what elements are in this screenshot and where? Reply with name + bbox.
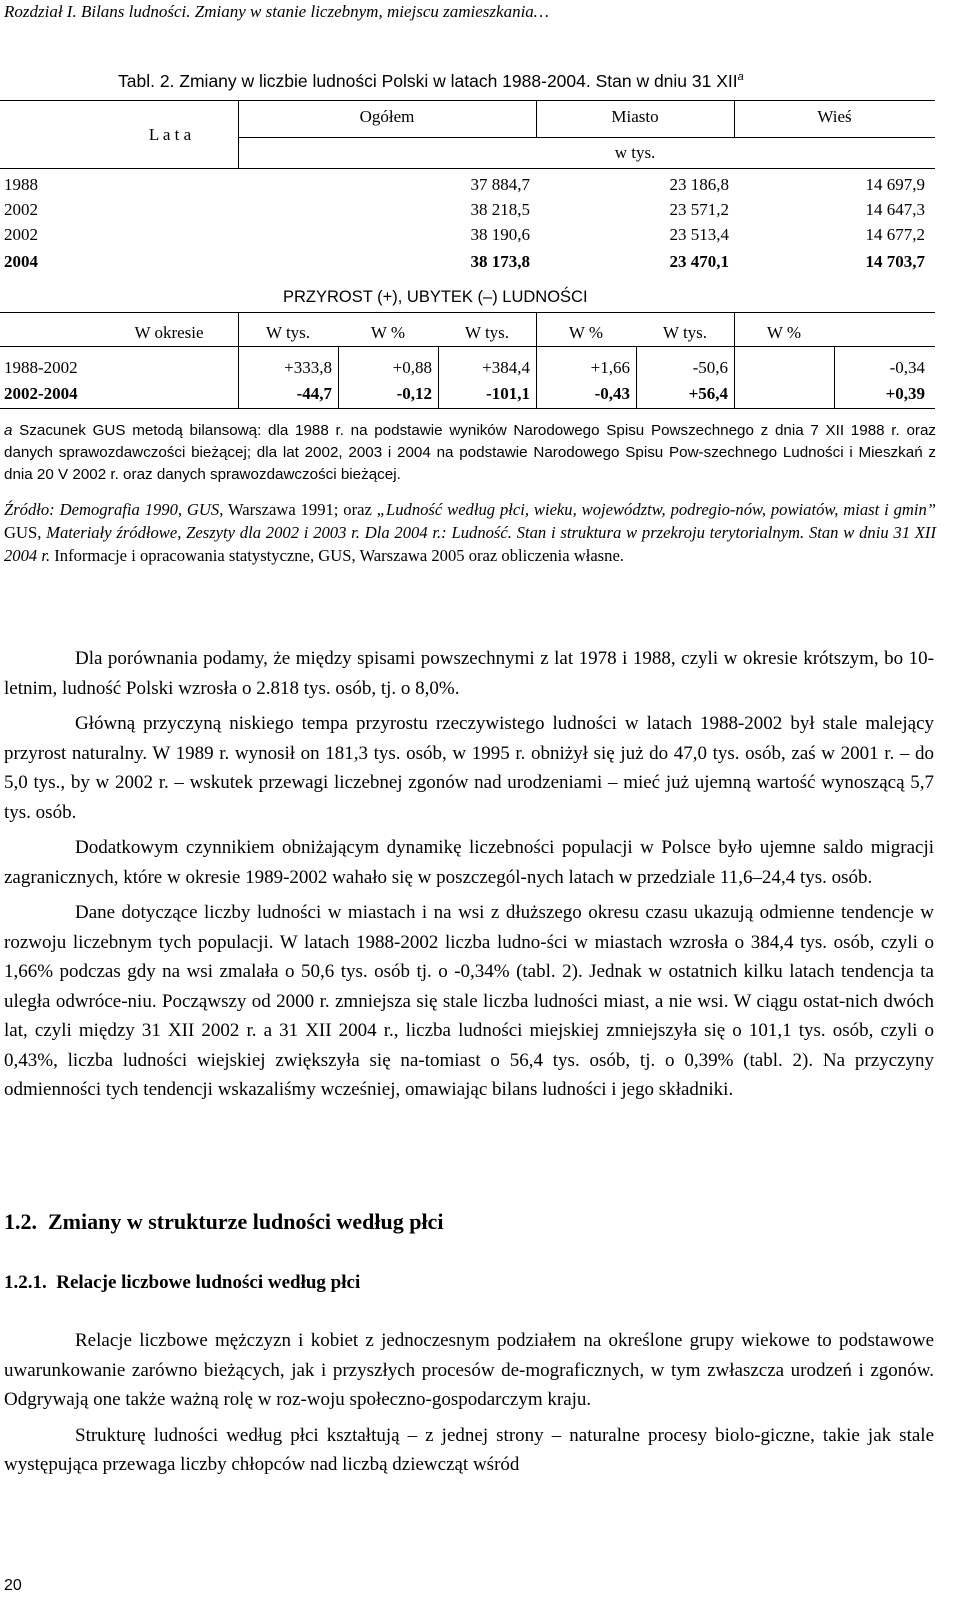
source-part-6: Informacje i opracowania statystyczne, GUS, Warszawa 2005 oraz obliczenia własne. [50, 546, 624, 565]
source-part-4: GUS, [4, 523, 47, 542]
paragraph: Strukturę ludności według płci kształtują – z jednej strony – naturalne procesy biolo-giczne, takie jak stale występująca przewaga liczby chłopców nad liczbą dziewcząt wśród [4, 1424, 934, 1475]
subhead-miasto-tys: W tys. [464, 323, 510, 342]
table-rule-subhead [0, 346, 935, 347]
table-source [4, 498, 936, 567]
table-rule-bottom [0, 408, 935, 409]
row-wies: 14 703,7 [865, 252, 925, 271]
data-table [0, 100, 960, 410]
paragraph: Dla porównania podamy, że między spisami powszechnymi z lat 1978 i 1988, czyli w okresie krótszym, bo 10-letnim, ludność Polski wzrosła o 2.818 tys. osób, tj. o 8,0%. [4, 648, 934, 699]
paragraph: Dane dotyczące liczby ludności w miastach i na wsi z dłuższego okresu czasu ukazują odmienne tendencje w rozwoju liczebnym tych populacji. W latach 1988-2002 liczba ludno-ści w miastach wzrosła o 384,4 tys. osób, czyli o 1,66% podczas gdy na wsi zmalała o 50,6 tys. osób tj. o -0,34% (tabl. 2). Jednak w ostatnich kilku latach tendencja ta uległa odwróce-niu. Począwszy od 2000 r. zmniejsza się stale liczba ludności miast, a nie wsi. W ciągu ostat-nich dwóch lat, czyli między 31 XII 2002 r. a 31 XII 2004 r., liczba ludności miejskiej zmniejszyła się o 101,1 tys. osób, czyli o 0,43%, liczba ludności wiejskiej zwiększyła się na-tomiast o 56,4 tys. osób, tj. o 0,39% (tabl. 2). Na przyczyny odmienności tych tendencji wskazaliśmy wcześniej, omawiając bilans ludności i jego składniki. [4, 902, 934, 1100]
source-part-5: Materiały źródłowe, Zeszyty dla 2002 i 2003 r. Dla 2004 r.: Ludność. Stan i struktura w przekroju terytorialnym. Stan w dniu 31 XII 2004 r. [4, 523, 936, 565]
row-wies: 14 677,2 [865, 225, 925, 244]
row-ogolem: 38 218,5 [470, 200, 530, 219]
body-section-2 [4, 1326, 934, 1480]
table-rule-section [0, 312, 935, 313]
row-value: +384,4 [482, 358, 530, 377]
row-value: +0,88 [392, 358, 432, 377]
source-part-3: „Ludność według płci, wieku, województw, podregio-nów, powiatów, miast i gmin” [376, 500, 937, 519]
row-wies: 14 647,3 [865, 200, 925, 219]
table-footnote [4, 420, 936, 486]
paragraph: Główną przyczyną niskiego tempa przyrostu rzeczywistego ludności w latach 1988-2002 był stale malejący przyrost naturalny. W 1989 r. wynosił on 181,3 tys. osób, w 1995 r. obniżył się już do 47,0 tys. osób, zaś w 2001 r. – do 5,0 tys., by w 2002 r. – wskutek przewagi liczebnej zgonów nad urodzeniami – mieć już ujemną wartość wynoszącą 5,7 tys. osób. [4, 713, 934, 823]
table-rule-top [0, 100, 935, 101]
row-value: -0,12 [396, 384, 432, 403]
subhead-wies-tys: W tys. [662, 323, 708, 342]
row-period: 2002-2004 [4, 384, 78, 403]
col-header-miasto: Miasto [611, 107, 659, 126]
col-header-wies: Wieś [817, 107, 852, 126]
row-year: 2004 [4, 252, 38, 271]
row-miasto: 23 513,4 [669, 225, 729, 244]
unit-label: w tys. [614, 143, 656, 162]
paragraph: Relacje liczbowe mężczyzn i kobiet z jednoczesnym podziałem na określone grupy wiekowe to podstawowe uwarunkowanie zarówno bieżących, jak i przyszłych procesów de-mograficznych, w tym zwłaszcza urodzeń i zgonów. Odgrywają one także ważną rolę w roz-woju społeczno-gospodarczym kraju. [4, 1330, 934, 1410]
body-section-1 [4, 644, 934, 1105]
row-value: -44,7 [296, 384, 332, 403]
source-part-1: Źródło: Demografia 1990, GUS, [4, 500, 224, 519]
row-value: -101,1 [486, 384, 530, 403]
row-value: +1,66 [590, 358, 630, 377]
row-year: 1988 [4, 175, 38, 194]
row-period: 1988-2002 [4, 358, 78, 377]
footnote-text: Szacunek GUS metodą bilansową: dla 1988 r. na podstawie wyników Narodowego Spisu Powszechnego z dnia 7 XII 1988 r. oraz danych sprawozdawczości bieżącej; dla lat 2002, 2003 i 2004 na podstawie Narodowego Spisu Pow-szechnego Ludności i Mieszkań z dnia 20 V 2002 r. oraz danych sprawozdawczości bieżącej. [4, 422, 936, 483]
row-ogolem: 38 190,6 [470, 225, 530, 244]
table-title [118, 71, 744, 92]
subhead-wies-pct: W % [766, 323, 802, 342]
col-header-lata: L a t a [148, 125, 192, 144]
row-value: +333,8 [284, 358, 332, 377]
col-header-ogolem: Ogółem [359, 107, 415, 126]
section-label: PRZYROST (+), UBYTEK (–) LUDNOŚCI [283, 288, 588, 306]
page-number: 20 [4, 1577, 22, 1594]
row-value: +0,39 [885, 384, 925, 403]
row-value: +56,4 [688, 384, 728, 403]
subhead-ogolem-tys: W tys. [265, 323, 311, 342]
table-title-text: Tabl. 2. Zmiany w liczbie ludności Polski w latach 1988-2004. Stan w dniu 31 XII [118, 71, 738, 91]
row-value: -50,6 [692, 358, 728, 377]
row-wies: 14 697,9 [865, 175, 925, 194]
row-miasto: 23 470,1 [669, 252, 729, 271]
table-rule-header-cols [238, 137, 935, 138]
running-header: Rozdział I. Bilans ludności. Zmiany w stanie liczebnym, miejscu zamieszkania… [4, 2, 549, 21]
footnote-mark: a [4, 422, 13, 439]
subhead-miasto-pct: W % [568, 323, 604, 342]
section-heading: 1.2. Zmiany w strukturze ludności według płci [4, 1209, 444, 1234]
row-value: -0,43 [594, 384, 630, 403]
row-miasto: 23 186,8 [669, 175, 729, 194]
subsection-heading: 1.2.1. Relacje liczbowe ludności według płci [4, 1272, 361, 1293]
row-miasto: 23 571,2 [669, 200, 729, 219]
table-rule-header [0, 168, 935, 169]
row-ogolem: 37 884,7 [470, 175, 530, 194]
source-part-2: Warszawa 1991; oraz [223, 500, 377, 519]
table-title-footnote-mark: a [737, 71, 744, 84]
subhead-period: W okresie [134, 323, 204, 342]
paragraph: Dodatkowym czynnikiem obniżającym dynamikę liczebności populacji w Polsce było ujemne saldo migracji zagranicznych, które w okresie 1989-2002 wahało się w poszczegól-nych latach w przedziale 11,6–24,4 tys. osób. [4, 837, 934, 888]
subhead-ogolem-pct: W % [370, 323, 406, 342]
row-value: -0,34 [889, 358, 925, 377]
row-year: 2002 [4, 225, 38, 244]
row-year: 2002 [4, 200, 38, 219]
row-ogolem: 38 173,8 [470, 252, 530, 271]
